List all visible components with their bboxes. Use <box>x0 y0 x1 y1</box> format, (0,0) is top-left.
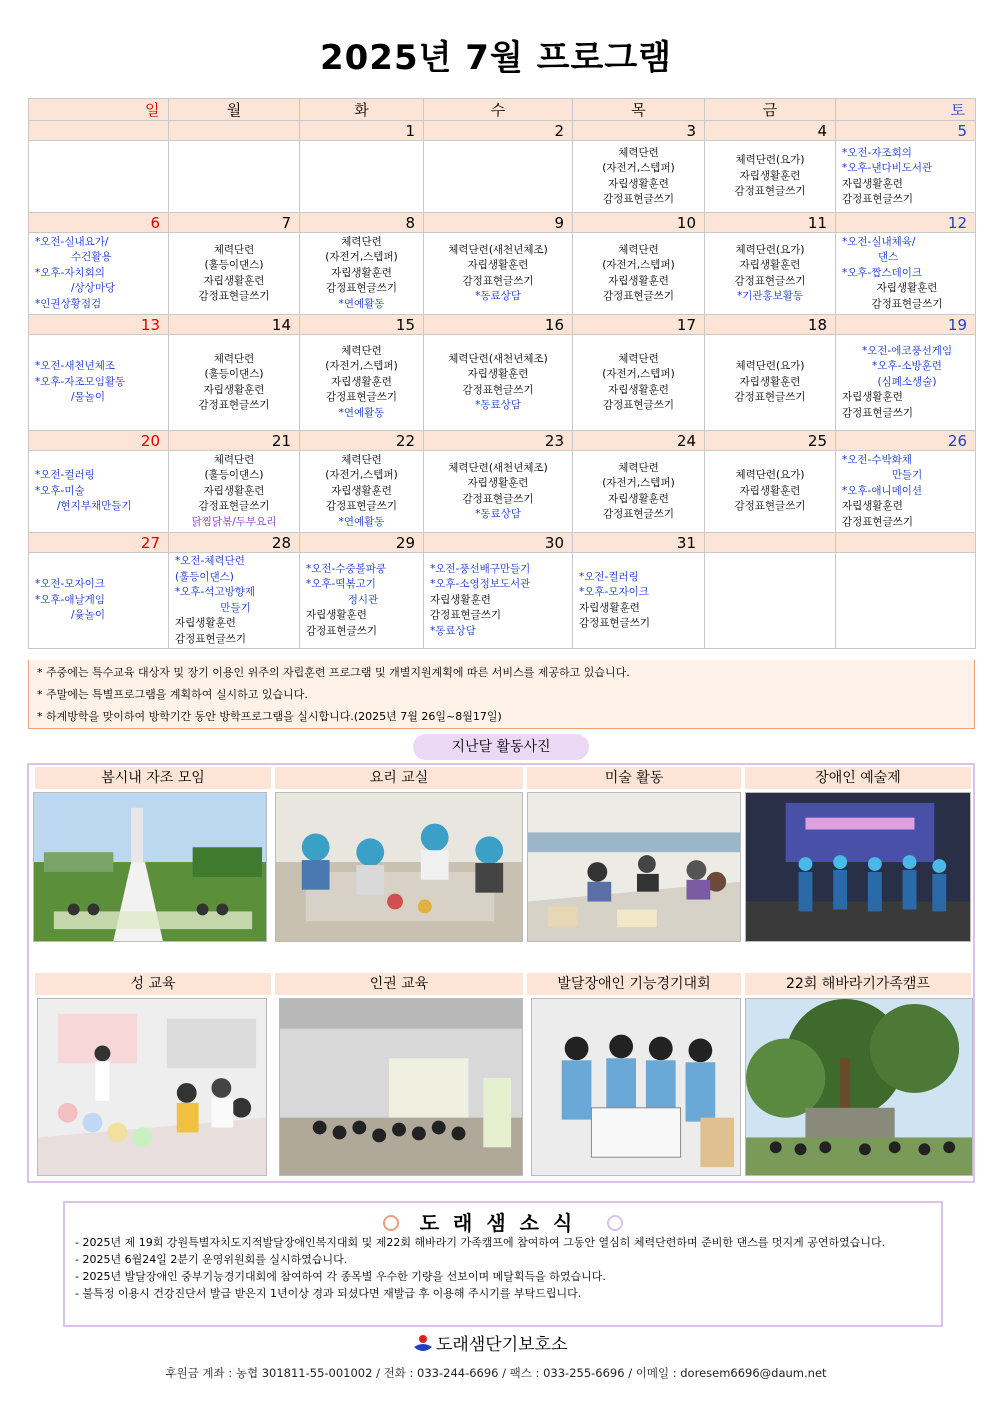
event-text: 자립생활훈련 <box>203 274 265 287</box>
event-text: *오후-자치회의 <box>35 266 105 279</box>
photo-label: 장애인 예술제 <box>745 767 971 789</box>
date-number: 25 <box>705 431 836 451</box>
event-text: *오후-모자이크 <box>579 586 649 598</box>
date-number-row <box>29 533 976 553</box>
org-logo-icon <box>412 1333 434 1362</box>
page-title: 2025년 7월 프로그램 <box>319 38 673 78</box>
date-number: 17 <box>573 315 705 335</box>
photo-label: 요리 교실 <box>275 767 523 789</box>
date-number-row <box>29 315 976 335</box>
date-number: 21 <box>169 431 300 451</box>
photo-label: 22회 해바라기가족캠프 <box>745 973 971 995</box>
event-text: 감정표현글쓰기 <box>430 609 502 622</box>
event-text: 체력단련 <box>213 453 255 466</box>
date-number <box>29 121 169 141</box>
event-text: *동료상담 <box>475 290 521 302</box>
date-number: 13 <box>29 315 169 335</box>
event-text: *오후-소영정보도서관 <box>430 578 531 591</box>
event-text: 감정표현글쓰기 <box>602 508 674 520</box>
event-text: *오전-컬러링 <box>579 570 639 583</box>
event-text: 감정표현글쓰기 <box>734 391 806 404</box>
event-text: 자립생활훈련 <box>876 282 938 295</box>
circle-bullet-icon <box>607 1215 623 1231</box>
event-text: *동료상담 <box>475 399 521 411</box>
news-box <box>63 1201 943 1327</box>
photo-art-festival <box>745 792 971 942</box>
event-text: 체력단련 <box>341 453 382 466</box>
weekday-thu: 목 <box>573 99 705 121</box>
event-text: 감정표현글쓰기 <box>734 185 806 198</box>
day-cell <box>300 335 424 431</box>
event-text: 체력단련 <box>341 235 382 248</box>
event-text: 자립생활훈련 <box>306 609 367 622</box>
event-text: *오후-애니메이션 <box>842 484 923 497</box>
event-text: 감정표현글쓰기 <box>734 500 806 513</box>
date-number: 22 <box>300 431 424 451</box>
date-number: 27 <box>29 533 169 553</box>
event-text: 정시관 <box>347 593 379 606</box>
date-number: 11 <box>705 213 836 233</box>
day-cell <box>705 335 836 431</box>
event-text: 체력단련 <box>341 344 382 357</box>
footer-contact: 후원금 계좌 : 농협 301811-55-001002 / 전화 : 033-244-6696 / 팩스 : 033-255-6696 / 이메일 : doresem6696@daum.net <box>165 1366 827 1380</box>
date-number <box>836 533 976 553</box>
event-text: (심폐소생술) <box>877 375 937 388</box>
event-text: *오후-미술 <box>35 484 85 497</box>
day-cell <box>424 335 573 431</box>
date-number: 2 <box>424 121 573 141</box>
date-number: 9 <box>424 213 573 233</box>
event-text: *오후-짭스데이크 <box>842 266 923 279</box>
event-text: 감정표현글쓰기 <box>306 624 378 637</box>
photo-label: 미술 활동 <box>527 767 741 789</box>
events-row <box>29 141 976 213</box>
event-text: (자전거,스텝퍼) <box>602 162 675 174</box>
event-text: 자립생활훈련 <box>608 274 669 287</box>
event-text: *인권상황점검 <box>35 297 102 310</box>
day-cell <box>836 451 976 533</box>
event-text: 댄스 <box>878 251 899 264</box>
news-item: - 2025년 발달장애인 중부기능경기대회에 참여하여 각 종목별 우수한 기량을 선보이며 메달획득을 하였습니다. <box>75 1270 606 1283</box>
day-cell <box>169 233 300 315</box>
date-number: 15 <box>300 315 424 335</box>
event-text: 체력단련 <box>213 352 255 365</box>
date-number <box>705 533 836 553</box>
org-logo <box>412 1333 567 1357</box>
date-number: 31 <box>573 533 705 553</box>
event-text: 자립생활훈련 <box>739 484 801 497</box>
day-cell <box>300 233 424 315</box>
day-cell <box>705 141 836 213</box>
event-text: 감정표현글쓰기 <box>198 500 270 513</box>
event-text: 자립생활훈련 <box>842 177 903 190</box>
day-cell <box>300 553 424 649</box>
event-text: 자립생활훈련 <box>467 259 529 271</box>
photo-family-camp <box>745 998 973 1176</box>
day-cell <box>300 451 424 533</box>
event-text: 자립생활훈련 <box>203 484 265 497</box>
photo-human-rights-education <box>279 998 523 1176</box>
event-text: 체력단련 <box>618 461 659 474</box>
event-text: 감정표현글쓰기 <box>462 492 534 505</box>
news-item: - 2025년 제 19회 강원특별자치도지적발달장애인복지대회 및 제22회 해바라기 가족캠프에 참여하여 그동안 열심히 체력단련하며 준비한 댄스를 멋지게 공연하였습니다. <box>75 1236 886 1249</box>
event-text: 감정표현글쓰기 <box>462 383 534 396</box>
event-text: 감정표현글쓰기 <box>842 515 914 528</box>
event-text: 체력단련 <box>618 146 659 159</box>
date-number: 6 <box>29 213 169 233</box>
event-text: *오전-체력단련 <box>175 555 245 567</box>
event-text: *오후-낸다비도서관 <box>842 162 933 174</box>
day-cell <box>573 141 705 213</box>
date-number: 19 <box>836 315 976 335</box>
event-text: 자립생활훈련 <box>331 266 392 279</box>
date-number-row <box>29 213 976 233</box>
date-number: 7 <box>169 213 300 233</box>
event-text: 감정표현글쓰기 <box>602 193 674 205</box>
photo-label: 인권 교육 <box>275 973 523 995</box>
photo-label: 봄시내 자조 모임 <box>35 767 271 789</box>
event-text: 체력단련(요가) <box>735 243 805 256</box>
event-text: 자립생활훈련 <box>467 477 529 489</box>
event-text: 감정표현글쓰기 <box>325 391 397 404</box>
event-text: 자립생활훈련 <box>331 375 392 388</box>
event-text: 체력단련 <box>618 243 659 256</box>
event-text: 자립생활훈련 <box>331 484 392 497</box>
day-cell <box>836 335 976 431</box>
date-number: 10 <box>573 213 705 233</box>
day-cell <box>573 233 705 315</box>
day-cell <box>836 233 976 315</box>
event-text: *연예활동 <box>338 515 385 528</box>
event-text: 만들기 <box>891 469 923 482</box>
date-number: 4 <box>705 121 836 141</box>
event-text: *동료상담 <box>430 624 476 637</box>
date-number: 28 <box>169 533 300 553</box>
event-text: (훌등이댄스) <box>175 570 234 583</box>
day-cell <box>29 335 169 431</box>
event-text: 자립생활훈련 <box>842 391 903 404</box>
date-number: 8 <box>300 213 424 233</box>
event-text: 감정표현글쓰기 <box>462 274 534 287</box>
day-cell <box>169 451 300 533</box>
weekday-tue: 화 <box>300 99 424 121</box>
event-text: *오전-컬러링 <box>35 469 95 482</box>
date-number: 24 <box>573 431 705 451</box>
photo-sex-education <box>37 998 267 1176</box>
event-text: 감정표현글쓰기 <box>734 274 806 287</box>
event-text: (자전거,스텝퍼) <box>602 477 675 489</box>
photos-section-title: 지난달 활동사진 <box>413 734 589 760</box>
org-name: 도래샘단기보호소 <box>436 1335 568 1355</box>
event-text: (자전거,스텝퍼) <box>602 368 675 380</box>
date-number: 26 <box>836 431 976 451</box>
event-text: 자립생활훈련 <box>608 383 669 396</box>
event-text: *오후-석고방향제 <box>175 586 256 598</box>
event-text: /윷놀이 <box>71 609 105 622</box>
event-text: *오전-새천년체조 <box>35 360 116 373</box>
photos-panel <box>27 763 975 1183</box>
day-cell <box>29 233 169 315</box>
event-text: 자립생활훈련 <box>203 383 265 396</box>
event-text: *연예활동 <box>338 406 385 419</box>
event-text: 자립생활훈련 <box>467 368 529 380</box>
day-cell <box>705 233 836 315</box>
day-cell <box>705 451 836 533</box>
event-text: 감정표현글쓰기 <box>198 399 270 411</box>
event-text: 체력단련(새천년체조) <box>448 352 548 365</box>
date-number: 1 <box>300 121 424 141</box>
date-number: 12 <box>836 213 976 233</box>
event-text: 자립생활훈련 <box>739 259 801 271</box>
event-text: *오후-애날게임 <box>35 593 105 606</box>
news-title: 도래샘소식 <box>419 1211 587 1235</box>
date-number-row <box>29 431 976 451</box>
event-text: 체력단련(새천년체조) <box>448 243 548 256</box>
day-cell <box>836 141 976 213</box>
event-text: /현지부채만들기 <box>57 500 132 513</box>
day-cell <box>573 335 705 431</box>
day-cell <box>705 553 836 649</box>
date-number: 20 <box>29 431 169 451</box>
event-text: 자립생활훈련 <box>842 500 903 513</box>
event-text: /상상마당 <box>71 282 116 295</box>
event-text: *오전-자조회의 <box>842 146 912 159</box>
event-text: *오후-떡볶고기 <box>306 578 376 591</box>
date-number: 18 <box>705 315 836 335</box>
day-cell <box>169 141 300 213</box>
day-cell <box>169 553 300 649</box>
weekday-sun: 일 <box>29 99 169 121</box>
photo-label: 성 교육 <box>35 973 271 995</box>
day-cell <box>424 451 573 533</box>
event-text: 닭찜닭볶/두부요리 <box>191 515 277 528</box>
photo-self-help-meeting <box>33 792 267 942</box>
event-text: (훌등이댄스) <box>204 469 264 482</box>
event-text: (자전거,스텝퍼) <box>325 360 398 373</box>
day-cell <box>169 335 300 431</box>
event-text: 체력단련 <box>618 352 659 365</box>
event-text: 감정표현글쓰기 <box>325 282 397 295</box>
event-text: 자립생활훈련 <box>175 617 236 629</box>
weekday-wed: 수 <box>424 99 573 121</box>
event-text: /물놀이 <box>71 391 105 404</box>
date-number: 30 <box>424 533 573 553</box>
event-text: 체력단련(요가) <box>735 360 805 373</box>
calendar-table <box>28 98 976 649</box>
event-text: 감정표현글쓰기 <box>198 290 270 302</box>
photo-art-activity <box>527 792 741 942</box>
event-text: 감정표현글쓰기 <box>579 617 651 629</box>
day-cell <box>424 233 573 315</box>
day-cell <box>29 141 169 213</box>
event-text: 자립생활훈련 <box>430 593 491 606</box>
event-text: *기관홍보활동 <box>736 290 804 302</box>
event-text: 감정표현글쓰기 <box>842 193 914 205</box>
event-text: 감정표현글쓰기 <box>602 290 674 302</box>
event-text: 만들기 <box>220 601 251 614</box>
event-text: 감정표현글쓰기 <box>842 406 914 419</box>
event-text: *동료상담 <box>475 508 521 520</box>
weekday-fri: 금 <box>705 99 836 121</box>
event-text: 자립생활훈련 <box>739 375 801 388</box>
event-text: *오전-수중볼파쿵 <box>306 562 387 575</box>
event-text: *오전-실내체육/ <box>842 235 916 248</box>
day-cell <box>29 451 169 533</box>
event-text: 감정표현글쓰기 <box>325 500 397 513</box>
event-text: *오전-수박화채 <box>842 453 912 466</box>
event-text: 감정표현글쓰기 <box>175 632 247 645</box>
date-number: 5 <box>836 121 976 141</box>
events-row <box>29 553 976 649</box>
date-number: 29 <box>300 533 424 553</box>
event-text: *연예활동 <box>338 297 385 310</box>
event-text: 체력단련 <box>213 243 255 256</box>
event-text: 자립생활훈련 <box>739 169 801 182</box>
weekday-sat: 토 <box>836 99 976 121</box>
day-cell <box>573 553 705 649</box>
weekday-mon: 월 <box>169 99 300 121</box>
note-line: * 주말에는 특별프로그램을 계획하여 실시하고 있습니다. <box>37 688 308 701</box>
event-text: 체력단련(요가) <box>735 154 805 167</box>
event-text: (자전거,스텝퍼) <box>325 469 398 482</box>
event-text: *오후-자조모임활동 <box>35 375 126 388</box>
event-text: *오전-모자이크 <box>35 578 105 591</box>
event-text: *오전-에코풍선게임 <box>861 344 953 357</box>
news-list <box>75 1236 935 1304</box>
event-text: (훌등이댄스) <box>204 259 264 271</box>
event-text: 체력단련(요가) <box>735 469 805 482</box>
event-text: *오전-실내요가/ <box>35 235 109 248</box>
weekday-header-row <box>29 99 976 121</box>
photo-label: 발달장애인 기능경기대회 <box>527 973 741 995</box>
photo-skills-competition <box>531 998 741 1176</box>
day-cell <box>836 553 976 649</box>
event-text: 감정표현글쓰기 <box>871 297 943 310</box>
notes-box <box>28 660 975 729</box>
event-text: (자전거,스텝퍼) <box>325 251 398 264</box>
photo-cooking-class <box>275 792 523 942</box>
events-row <box>29 335 976 431</box>
date-number-row <box>29 121 976 141</box>
day-cell <box>424 141 573 213</box>
day-cell <box>29 553 169 649</box>
news-item: - 불특정 이용시 건강진단서 발급 받은지 1년이상 경과 되셨다면 재발급 후 이용해 주시기를 부탁드립니다. <box>75 1287 582 1300</box>
date-number: 16 <box>424 315 573 335</box>
event-text: (훌등이댄스) <box>204 368 264 380</box>
event-text: 감정표현글쓰기 <box>602 399 674 411</box>
event-text: 체력단련(새천년체조) <box>448 461 548 474</box>
circle-bullet-icon <box>383 1215 399 1231</box>
events-row <box>29 451 976 533</box>
day-cell <box>300 141 424 213</box>
event-text: 자립생활훈련 <box>608 492 669 505</box>
note-line: * 하계방학을 맞이하여 방학기간 동안 방학프로그램을 실시합니다.(2025년 7월 26일~8월17일) <box>37 710 502 723</box>
events-row <box>29 233 976 315</box>
event-text: *오전-풍선배구만들기 <box>430 562 531 575</box>
date-number: 3 <box>573 121 705 141</box>
note-line: * 주중에는 특수교육 대상자 및 장기 이용인 위주의 자립훈련 프로그램 및 개별지원계획에 따른 서비스를 제공하고 있습니다. <box>37 666 630 679</box>
date-number: 14 <box>169 315 300 335</box>
event-text: (자전거,스텝퍼) <box>602 259 675 271</box>
date-number <box>169 121 300 141</box>
event-text: 자립생활훈련 <box>579 601 640 614</box>
news-item: - 2025년 6월24일 2분기 운영위원회를 실시하였습니다. <box>75 1253 348 1266</box>
day-cell <box>424 553 573 649</box>
day-cell <box>573 451 705 533</box>
event-text: 수건활용 <box>71 251 112 264</box>
date-number: 23 <box>424 431 573 451</box>
event-text: *오후-소방훈련 <box>872 360 942 373</box>
event-text: 자립생활훈련 <box>608 177 669 190</box>
